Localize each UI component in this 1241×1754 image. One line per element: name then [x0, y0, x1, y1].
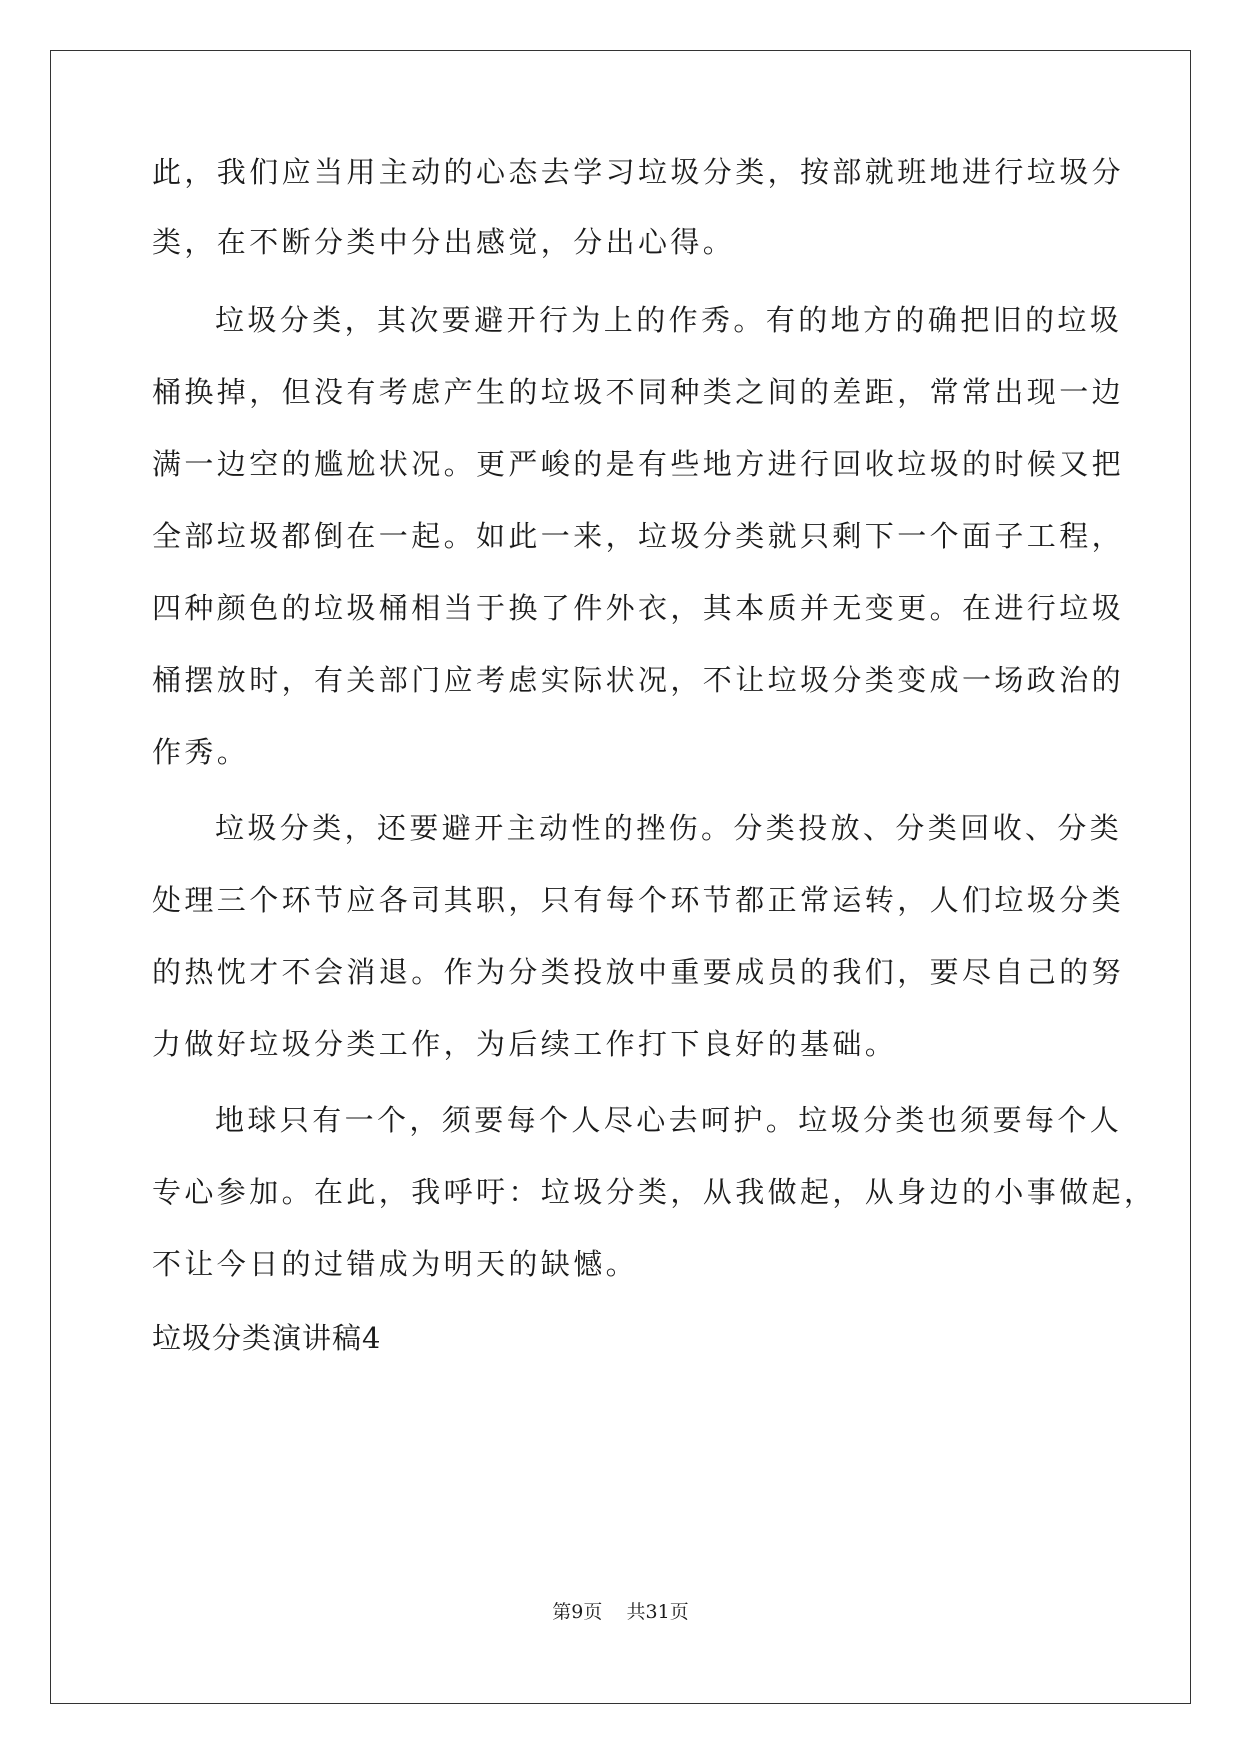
paragraph-line: 桶摆放时，有关部门应考虑实际状况，不让垃圾分类变成一场政治的 — [152, 663, 1125, 697]
paragraph-line: 垃圾分类，其次要避开行为上的作秀。有的地方的确把旧的垃圾 — [215, 303, 1123, 337]
paragraph-line: 此，我们应当用主动的心态去学习垃圾分类，按部就班地进行垃圾分 — [152, 155, 1125, 189]
paragraph-line: 满一边空的尴尬状况。更严峻的是有些地方进行回收垃圾的时候又把 — [152, 447, 1125, 481]
page-number-footer: 第9页 共31页 — [552, 1601, 689, 1623]
paragraph-line: 四种颜色的垃圾桶相当于换了件外衣，其本质并无变更。在进行垃圾 — [152, 591, 1125, 625]
paragraph-line: 类，在不断分类中分出感觉，分出心得。 — [152, 225, 736, 259]
paragraph-line: 的热忱才不会消退。作为分类投放中重要成员的我们，要尽自己的努 — [152, 955, 1125, 989]
paragraph-line: 桶换掉，但没有考虑产生的垃圾不同种类之间的差距，常常出现一边 — [152, 375, 1125, 409]
paragraph-line: 垃圾分类，还要避开主动性的挫伤。分类投放、分类回收、分类 — [215, 811, 1123, 845]
paragraph-line: 地球只有一个，须要每个人尽心去呵护。垃圾分类也须要每个人 — [215, 1103, 1123, 1137]
paragraph-line: 作秀。 — [152, 735, 250, 769]
paragraph-line: 不让今日的过错成为明天的缺憾。 — [152, 1247, 639, 1281]
paragraph-line: 处理三个环节应各司其职，只有每个环节都正常运转，人们垃圾分类 — [152, 883, 1125, 917]
section-heading: 垃圾分类演讲稿4 — [152, 1321, 382, 1355]
paragraph-line: 全部垃圾都倒在一起。如此一来，垃圾分类就只剩下一个面子工程， — [152, 519, 1125, 553]
paragraph-line: 力做好垃圾分类工作，为后续工作打下良好的基础。 — [152, 1027, 898, 1061]
paragraph-line: 专心参加。在此，我呼吁：垃圾分类，从我做起，从身边的小事做起， — [152, 1175, 1157, 1209]
page-border — [50, 50, 1191, 1704]
